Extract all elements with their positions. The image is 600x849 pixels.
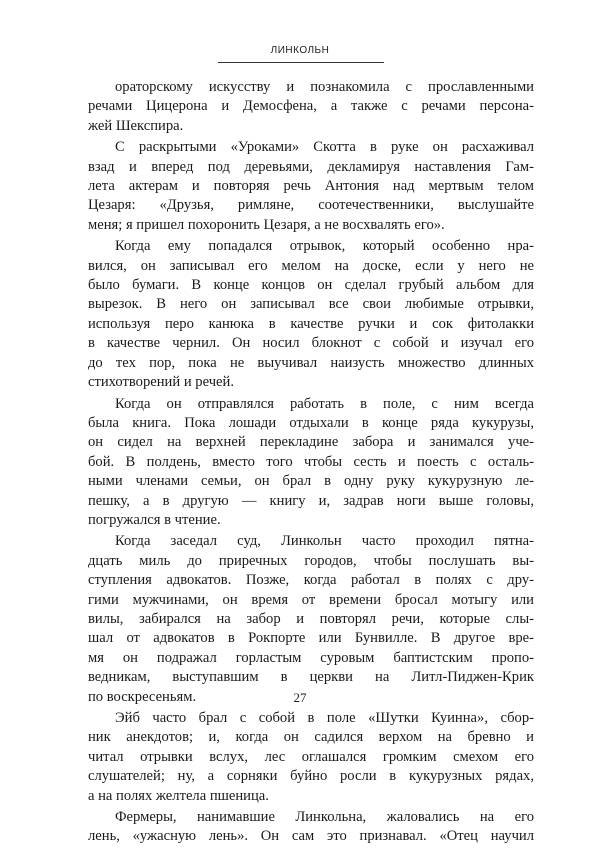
paragraph: [88, 808, 534, 847]
paragraph: [88, 709, 534, 806]
text-line: ведникам, выступавшим в церкви на Литл-Пиджен-Крик: [88, 669, 534, 686]
text-line: Когда он отправлялся работать в поле, с ним всегда: [115, 395, 534, 412]
text-line: вырезок. В него он записывал все свои любимые отрывки,: [88, 296, 534, 313]
text-line: Когда заседал суд, Линкольн часто проходил пятна-: [115, 533, 534, 550]
paragraph: [88, 78, 534, 136]
paragraph: [88, 532, 534, 707]
text-line: лета актерам и повторяя речь Антония над мертвым телом: [88, 178, 534, 195]
text-line: до тех пор, пока не выучивал наизусть множество длинных: [88, 354, 534, 371]
text-line: С раскрытыми «Уроками» Скотта в руке он расхаживал: [115, 139, 534, 156]
paragraph: [88, 395, 534, 531]
text-line: меня; я пришел похоронить Цезаря, а не восхвалять его».: [88, 216, 445, 233]
paragraph: [88, 237, 534, 392]
page-number: 27: [293, 690, 307, 705]
text-line: Фермеры, нанимавшие Линкольна, жаловались на его: [115, 809, 534, 826]
text-line: жей Шекспира.: [88, 117, 184, 134]
text-line: было бумаги. В конце концов он сделал грубый альбом для: [88, 277, 534, 294]
text-line: Эйб часто брал с собой в поле «Шутки Куинна», сбор-: [115, 710, 534, 726]
paragraph: [88, 138, 534, 235]
text-line: вился, он записывал его мелом на доске, если у него не: [88, 257, 534, 274]
body-text: [88, 78, 534, 849]
text-line: читал отрывки вслух, лес оглашался громким смехом его: [88, 748, 534, 765]
text-line: речами Цицерона и Демосфена, а также с речами персона-: [88, 98, 534, 115]
text-line: используя перо канюка в качестве ручки и сок фитолакки: [88, 315, 534, 332]
text-line: ораторскому искусству и познакомила с прославленными: [115, 79, 534, 95]
text-line: гими мужчинами, он время от времени бросал мотыгу или: [88, 591, 534, 608]
text-line: ными членами семьи, он брал в одну руку кукурузную ле-: [88, 473, 534, 490]
text-line: взад и вперед под деревьями, декламируя наставления Гам-: [88, 158, 534, 175]
running-head: ЛИНКОЛЬН: [270, 45, 330, 56]
text-line: Когда ему попадался отрывок, который особенно нра-: [115, 238, 534, 255]
text-line: по воскресеньям.: [88, 688, 197, 705]
header-rule: [218, 62, 384, 63]
text-line: а на полях желтела пшеница.: [88, 787, 269, 804]
text-line: была книга. Пока лошади отдыхали в конце ряда кукурузы,: [88, 414, 534, 431]
text-line: он сидел на верхней перекладине забора и занимался уче-: [88, 434, 534, 451]
text-line: ступления адвокатов. Позже, когда работал в полях с дру-: [88, 572, 534, 589]
text-line: дцать миль до приречных городов, чтобы послушать вы-: [88, 552, 534, 569]
text-line: лень, «ужасную лень». Он сам это признавал. «Отец научил: [88, 828, 534, 845]
text-line: ник анекдотов; и, когда он садился верхом на бревно и: [88, 729, 534, 746]
text-line: мя он подражал горластым суровым баптистским пропо-: [88, 649, 534, 666]
text-line: погружался в чтение.: [88, 511, 221, 528]
text-line: стихотворений и речей.: [88, 374, 234, 391]
text-line: в качестве чернил. Он носил блокнот с собой и изучал его: [88, 335, 534, 352]
text-line: пешку, а в другую — книгу и, задрав ноги выше головы,: [88, 492, 534, 509]
text-line: вилы, забирался на забор и повторял речи, которые слы-: [88, 610, 534, 627]
text-line: шал от адвокатов в Рокпорте или Бунвилле. В другое вре-: [88, 630, 534, 647]
text-line: Цезаря: «Друзья, римляне, соотечественники, выслушайте: [88, 197, 534, 214]
text-line: бой. В полдень, вместо того чтобы сесть и поесть с осталь-: [88, 453, 534, 470]
text-line: слушателей; ну, а сорняки буйно росли в кукурузных рядах,: [88, 768, 534, 785]
